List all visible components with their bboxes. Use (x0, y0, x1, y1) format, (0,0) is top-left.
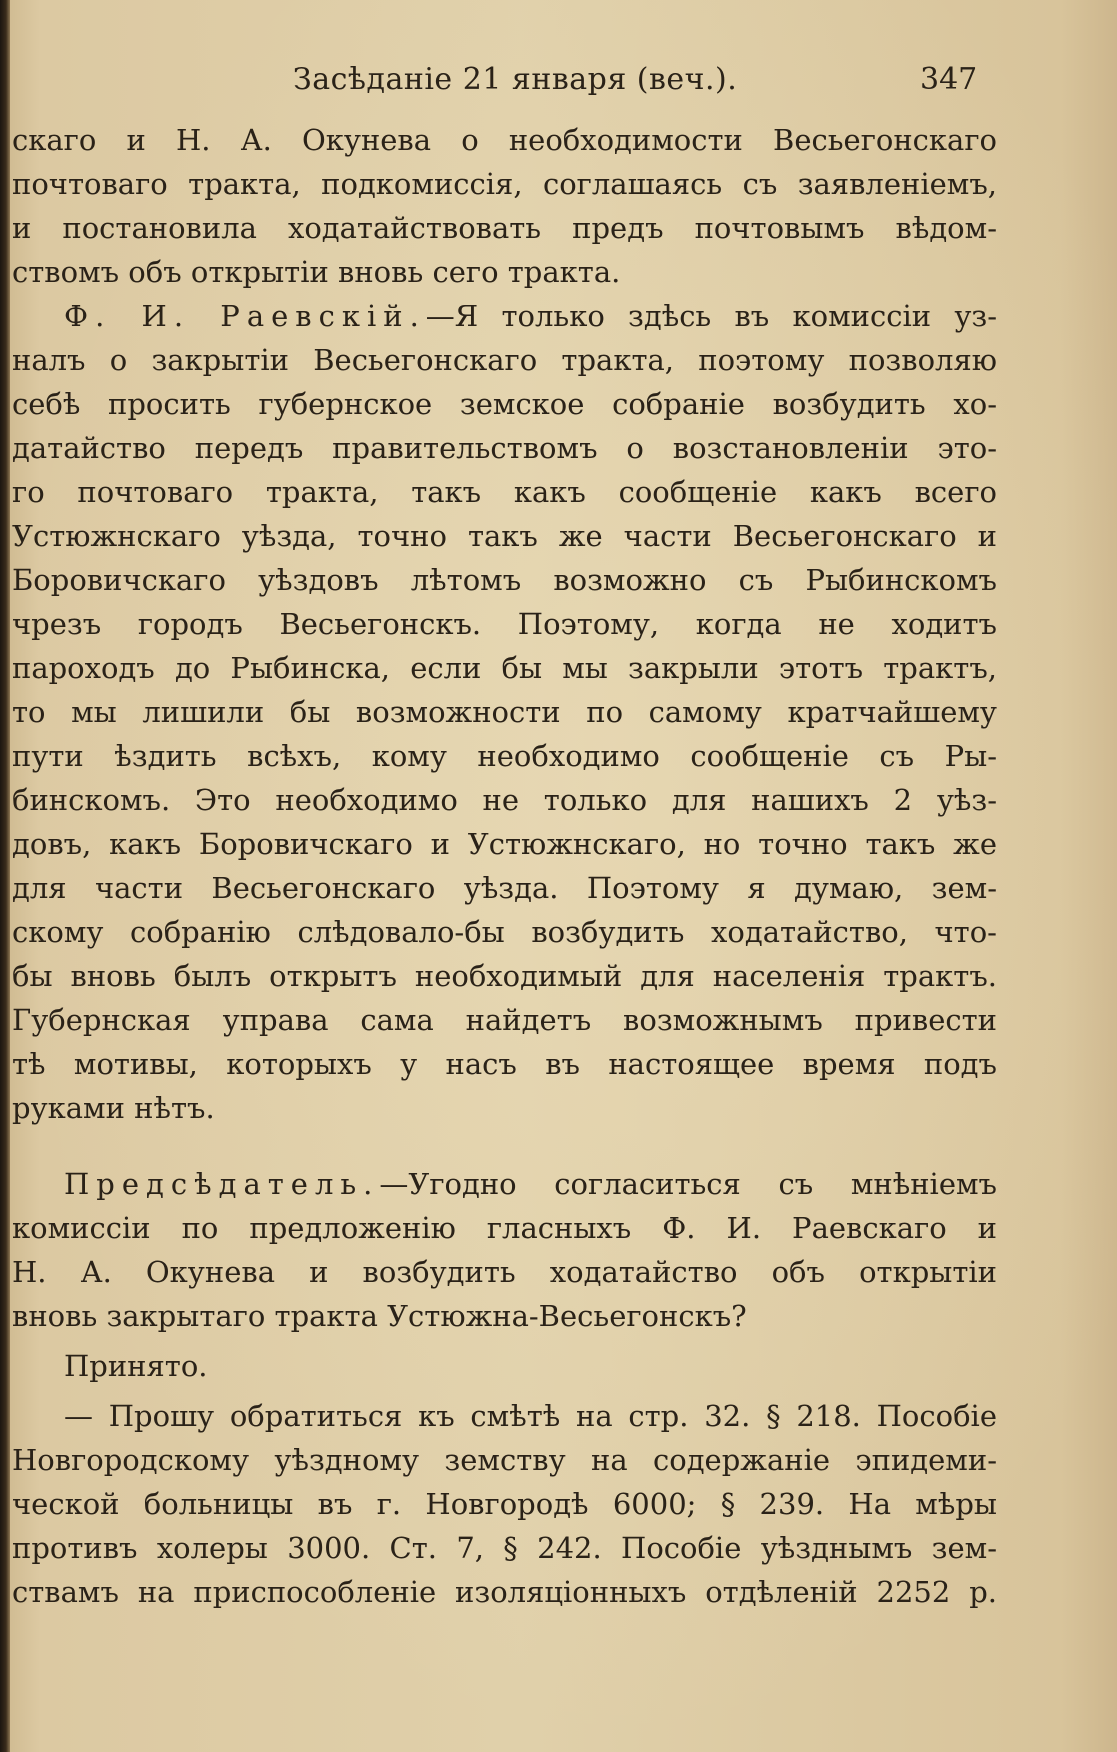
text-line: довъ, какъ Боровичскаго и Устюжнскаго, но точно такъ же (12, 827, 997, 861)
text-line: датайство передъ правительствомъ о возстановленіи это- (12, 431, 997, 465)
text-line: руками нѣтъ. (12, 1091, 215, 1125)
text-line: бинскомъ. Это необходимо не только для нашихъ 2 уѣз- (12, 783, 997, 817)
text-line: Н. А. Окунева и возбудить ходатайство объ открытіи (12, 1255, 997, 1289)
text-line: и постановила ходатайствовать предъ почтовымъ вѣдом- (12, 211, 997, 245)
speech-text: —Угодно согласиться съ мнѣніемъ (379, 1167, 997, 1201)
text-line: Новгородскому уѣздному земству на содержаніе эпидеми- (12, 1443, 997, 1477)
running-title: Засѣданіе 21 января (веч.). (293, 62, 738, 97)
text-line: себѣ просить губернское земское собраніе возбудить хо- (12, 387, 997, 421)
text-line: почтоваго тракта, подкомиссія, соглашаясь съ заявленіемъ, (12, 167, 997, 201)
text-line: пути ѣздить всѣхъ, кому необходимо сообщеніе съ Ры- (12, 739, 997, 773)
resolution-line: Принято. (64, 1349, 208, 1383)
text-line: Устюжнскаго уѣзда, точно такъ же части Весьегонскаго и (12, 519, 997, 553)
text-line: тѣ мотивы, которыхъ у насъ въ настоящее время подъ (12, 1047, 997, 1081)
text-line: налъ о закрытіи Весьегонскаго тракта, поэтому позволяю (12, 343, 997, 377)
page-number: 347 (920, 62, 978, 97)
text-line: вновь закрытаго тракта Устюжна-Весьегонскъ? (12, 1299, 747, 1333)
speaker-name-raevsky: Ф. И. Раевскій. (64, 299, 426, 333)
text-line: ствомъ объ открытіи вновь сего тракта. (12, 255, 621, 289)
text-line: скому собранію слѣдовало-бы возбудить ходатайство, что- (12, 915, 997, 949)
text-line: ствамъ на приспособленіе изоляціонныхъ отдѣленій 2252 р. (12, 1575, 997, 1609)
book-binding-edge (0, 0, 10, 1752)
text-line: бы вновь былъ открытъ необходимый для населенія трактъ. (12, 959, 997, 993)
text-line: противъ холеры 3000. Ст. 7, § 242. Пособіе уѣзднымъ зем- (12, 1531, 997, 1565)
text-line: го почтоваго тракта, такъ какъ сообщеніе какъ всего (12, 475, 997, 509)
text-line: — Прошу обратиться къ смѣтѣ на стр. 32. § 218. Пособіе (64, 1399, 997, 1433)
text-line: ческой больницы въ г. Новгородѣ 6000; § 239. На мѣры (12, 1487, 997, 1521)
text-line: чрезъ городъ Весьегонскъ. Поэтому, когда не ходитъ (12, 607, 997, 641)
text-line: Боровичскаго уѣздовъ лѣтомъ возможно съ Рыбинскомъ (12, 563, 997, 597)
page-header (0, 62, 1117, 102)
text-line: пароходъ до Рыбинска, если бы мы закрыли этотъ трактъ, (12, 651, 997, 685)
text-line: Губернская управа сама найдетъ возможнымъ привести (12, 1003, 997, 1037)
speech-text: —Я только здѣсь въ комиссіи уз- (425, 299, 997, 333)
speaker-name-chairman: Предсѣдатель. (64, 1167, 380, 1201)
text-line: скаго и Н. А. Окунева о необходимости Весьегонскаго (12, 123, 997, 157)
text-line: то мы лишили бы возможности по самому кратчайшему (12, 695, 997, 729)
text-line: комиссіи по предложенію гласныхъ Ф. И. Раевскаго и (12, 1211, 997, 1245)
speech-line-chairman (12, 1162, 997, 1206)
speech-line-raevsky (12, 294, 997, 338)
text-line: для части Весьегонскаго уѣзда. Поэтому я думаю, зем- (12, 871, 997, 905)
